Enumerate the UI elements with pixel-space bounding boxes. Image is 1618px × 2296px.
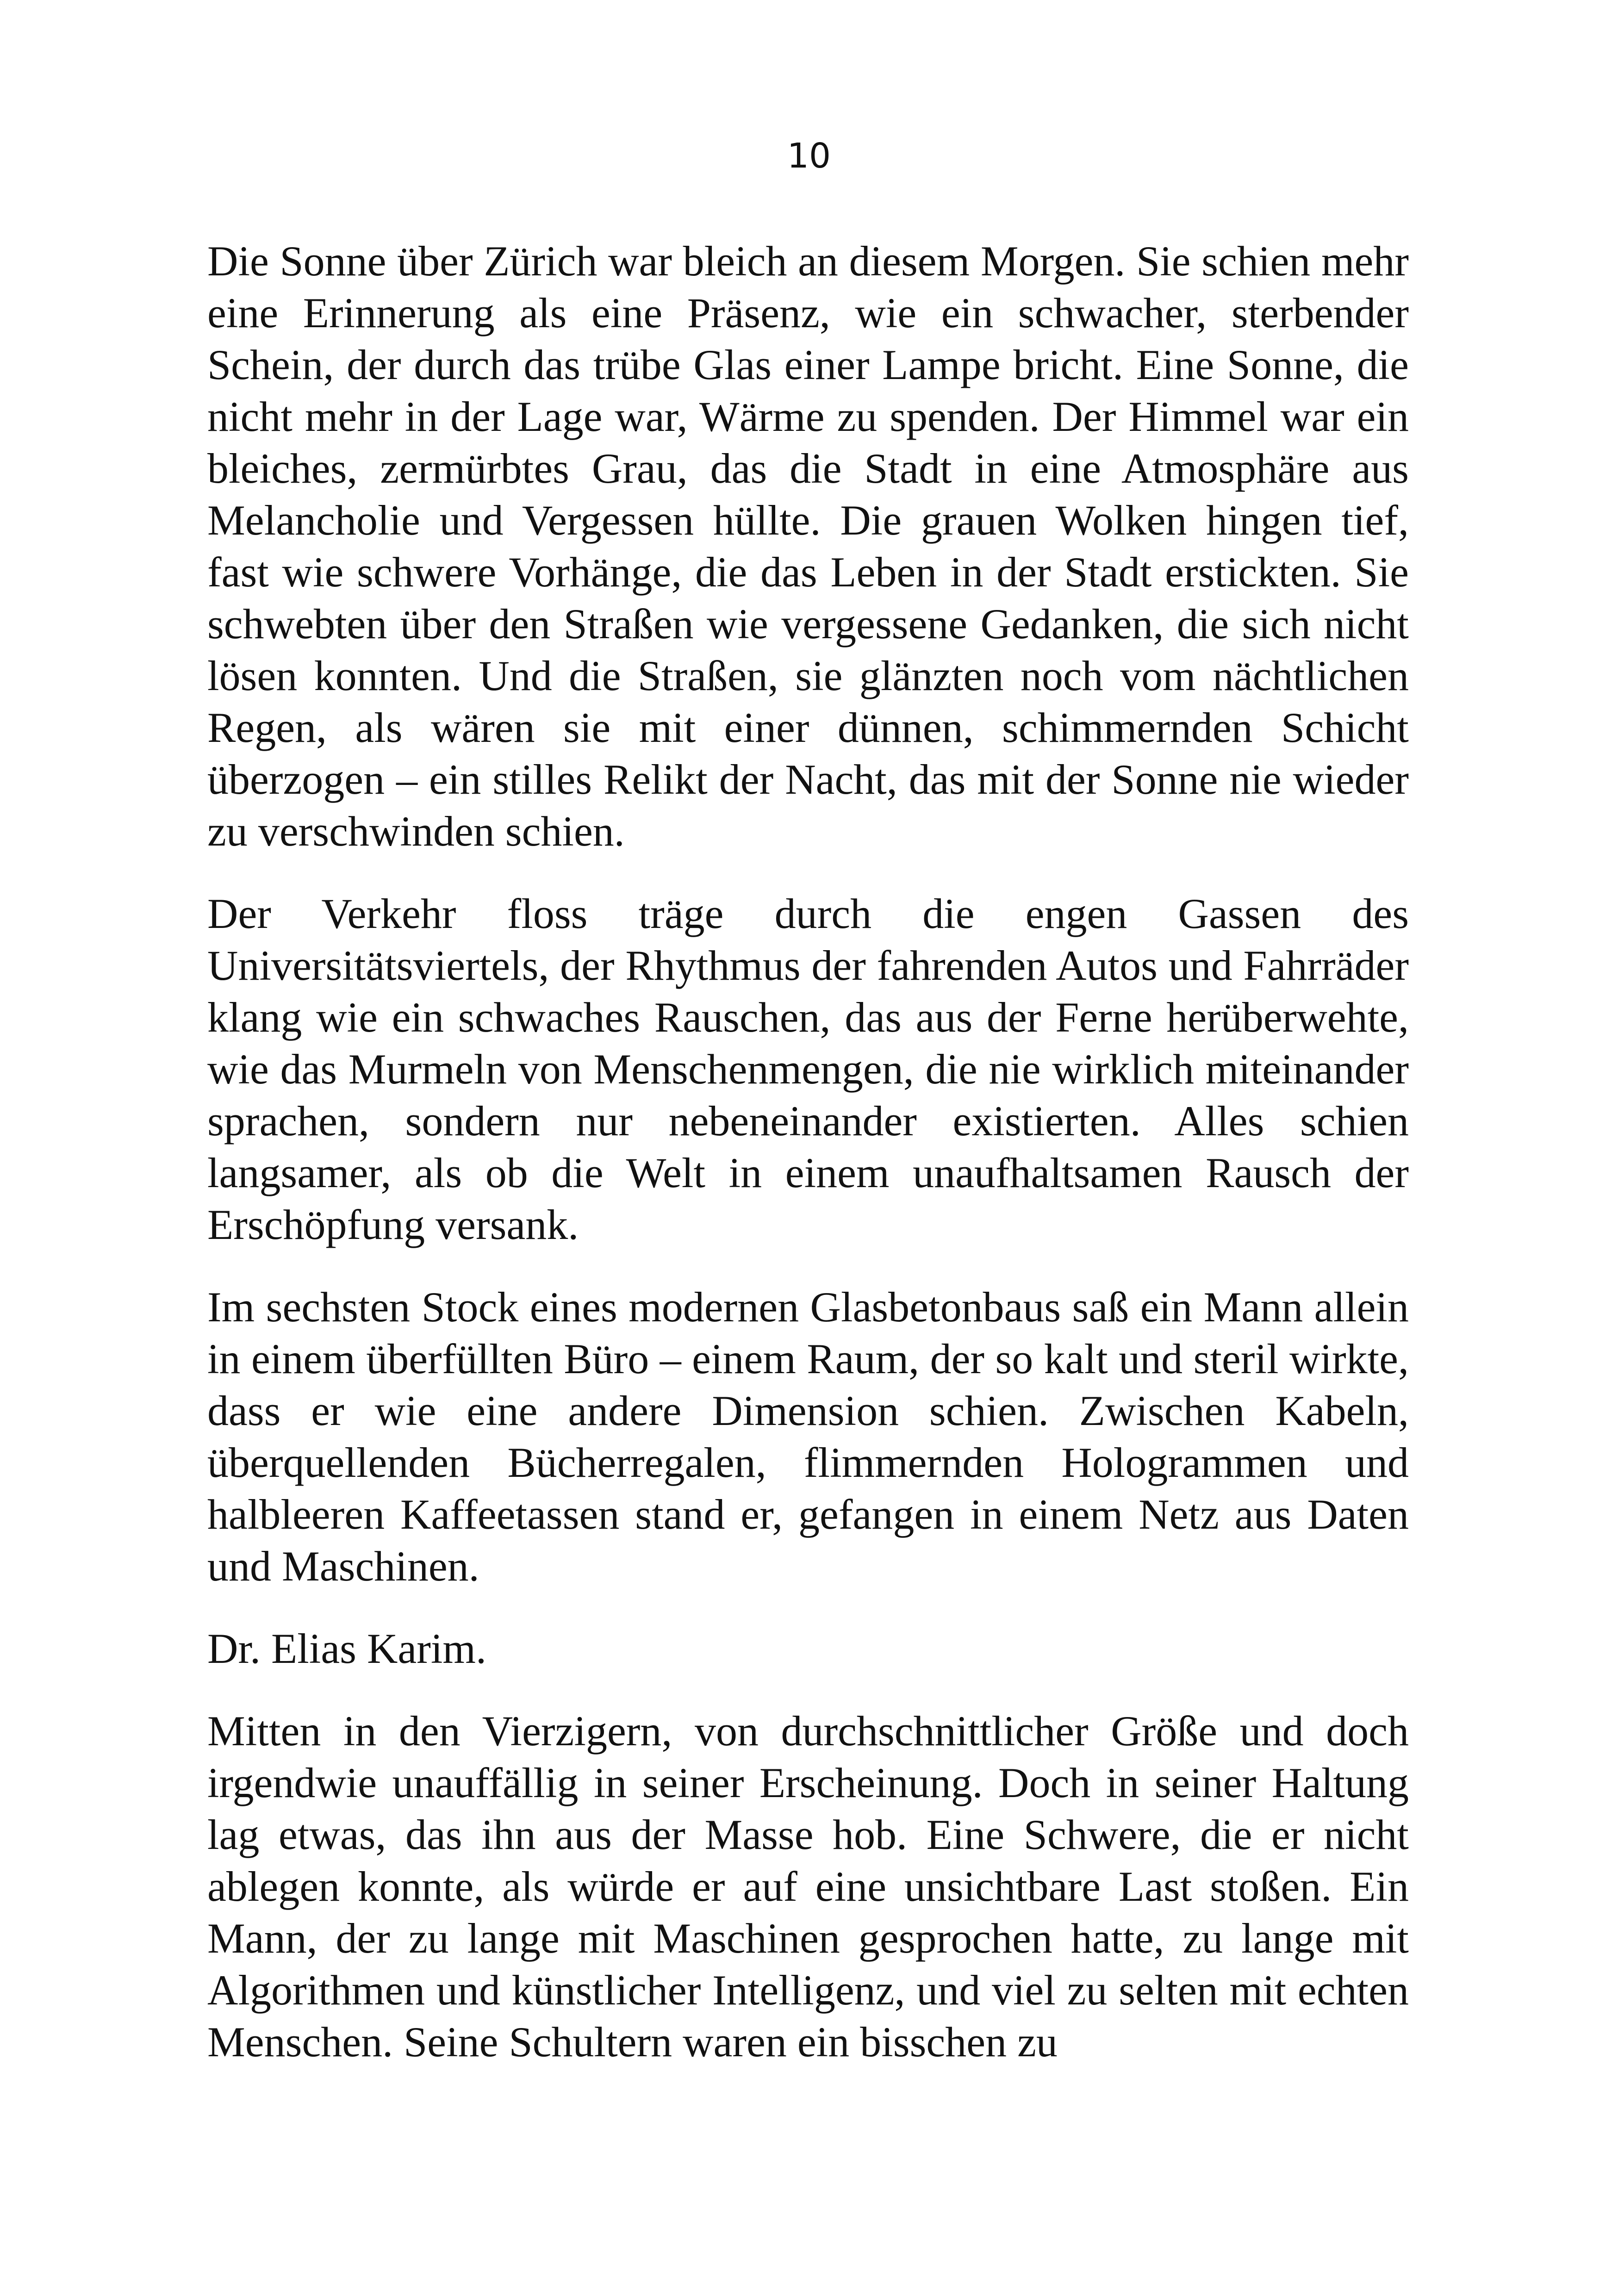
paragraph-traffic: Der Verkehr floss träge durch die engen Gassen des Universitätsviertels, der Rhythmus der fahrenden Autos und Fahrräder klang wie ein schwaches Rauschen, das aus der Ferne herüberwehte, wie das Murmeln von Menschenmengen, die nie wirklich miteinander sprachen, sondern nur nebeneinander existierten. Alles schien langsamer, als ob die Welt in einem unaufhaltsamen Rausch der Erschöpfung versank.: [207, 890, 1409, 1248]
page-number: 10: [787, 136, 831, 176]
paragraph-office: Im sechsten Stock eines modernen Glasbetonbaus saß ein Mann allein in einem überfüllten Büro – einem Raum, der so kalt und steril wirkte, dass er wie eine andere Dimension schien. Zwischen Kabeln, überquellenden Bücherregalen, flimmernden Hologrammen und halbleeren Kaffeetassen stand er, gefangen in einem Netz aus Daten und Maschinen.: [207, 1283, 1409, 1590]
paragraph-name: Dr. Elias Karim.: [207, 1625, 486, 1672]
body-text: [207, 235, 1409, 2068]
paragraph-description: Mitten in den Vierzigern, von durchschnittlicher Größe und doch irgendwie unauffällig in seiner Erscheinung. Doch in seiner Haltung lag etwas, das ihn aus der Masse hob. Eine Schwere, die er nicht ablegen konnte, als würde er auf eine unsichtbare Last stoßen. Ein Mann, der zu lange mit Maschinen gesprochen hatte, zu lange mit Algorithmen und künstlicher Intelligenz, und viel zu selten mit echten Menschen. Seine Schultern waren ein bisschen zu: [207, 1707, 1409, 2066]
paragraph-zurich-morning: Die Sonne über Zürich war bleich an diesem Morgen. Sie schien mehr eine Erinnerung als eine Präsenz, wie ein schwacher, sterbender Schein, der durch das trübe Glas einer Lampe bricht. Eine Sonne, die nicht mehr in der Lage war, Wärme zu spenden. Der Himmel war ein bleiches, zermürbtes Grau, das die Stadt in eine Atmosphäre aus Melancholie und Vergessen hüllte. Die grauen Wolken hingen tief, fast wie schwere Vorhänge, die das Leben in der Stadt erstickten. Sie schwebten über den Straßen wie vergessene Gedanken, die sich nicht lösen konnten. Und die Straßen, sie glänzten noch vom nächtlichen Regen, als wären sie mit einer dünnen, schimmernden Schicht überzogen – ein stilles Relikt der Nacht, das mit der Sonne nie wieder zu verschwinden schien.: [207, 237, 1409, 855]
